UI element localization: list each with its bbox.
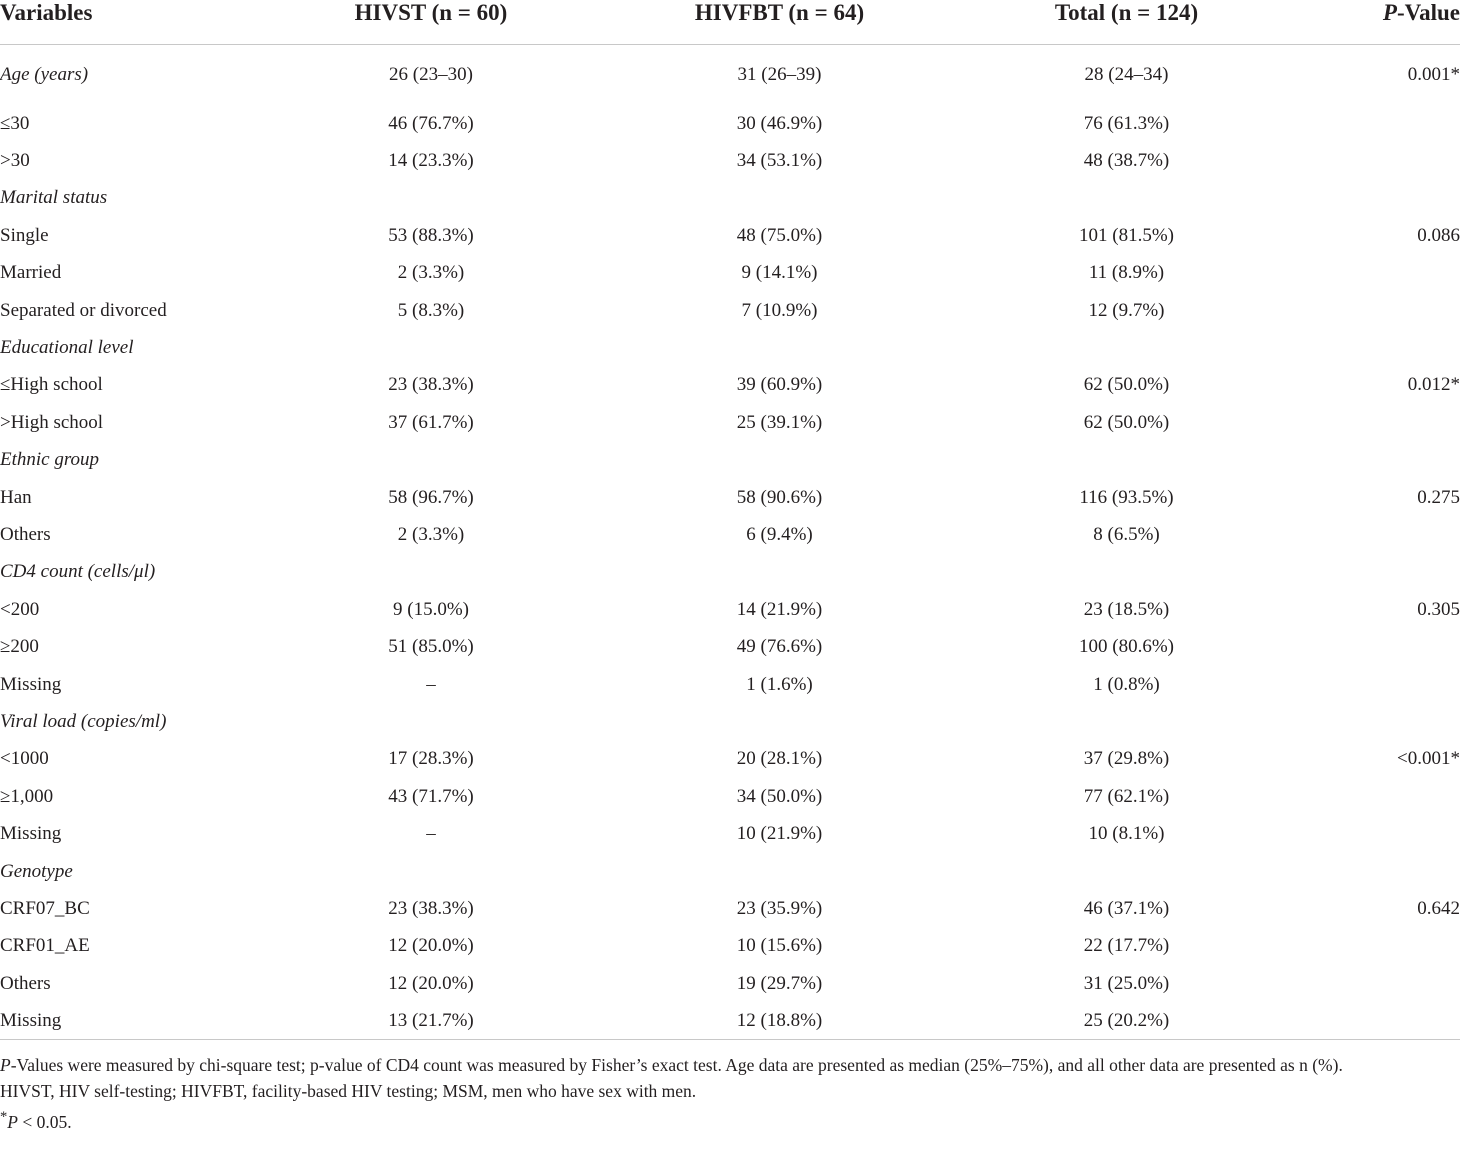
- cell-hivfbt: 23 (35.9%): [736, 897, 823, 919]
- cell-hivfbt: 30 (46.9%): [736, 112, 823, 134]
- table-row: [0, 105, 1460, 142]
- cell-hivst: 43 (71.7%): [388, 785, 474, 807]
- table-row: [0, 554, 1460, 591]
- table-row: [0, 778, 1460, 815]
- cell-hivst: 53 (88.3%): [388, 224, 474, 246]
- cell-pvalue: 0.001*: [1407, 64, 1460, 85]
- cell-hivst: [300, 703, 562, 740]
- cell-variable: ≥200: [0, 636, 39, 658]
- table-row: [0, 442, 1460, 479]
- header-hivst: HIVST (n = 60): [300, 0, 562, 45]
- cell-total: [997, 180, 1256, 217]
- cell-pvalue: [1256, 105, 1460, 142]
- table-row: [0, 329, 1460, 366]
- table-row: [0, 703, 1460, 740]
- table-header-row: [0, 0, 1460, 45]
- cell-variable: Married: [0, 262, 62, 284]
- cell-variable: Age (years): [0, 64, 89, 85]
- cell-hivfbt: [562, 853, 997, 890]
- cell-total: 22 (17.7%): [1083, 935, 1170, 957]
- table-row: [0, 591, 1460, 628]
- cell-variable: ≥1,000: [0, 785, 54, 807]
- cell-total: 10 (8.1%): [1088, 823, 1165, 845]
- table-row: [0, 404, 1460, 441]
- header-pvalue-rest: -Value: [1396, 0, 1460, 25]
- cell-pvalue: [1256, 965, 1460, 1002]
- cell-hivfbt: 7 (10.9%): [741, 299, 818, 321]
- cell-variable: CRF01_AE: [0, 935, 90, 957]
- cell-total: 12 (9.7%): [1088, 299, 1165, 321]
- cell-pvalue: [1256, 703, 1460, 740]
- cell-total: 1 (0.8%): [1093, 673, 1160, 695]
- footnote-significance: [0, 1104, 1460, 1135]
- cell-variable: Missing: [0, 823, 62, 845]
- cell-pvalue: [1256, 628, 1460, 665]
- header-pvalue: [1256, 0, 1460, 45]
- cell-variable: Educational level: [0, 337, 134, 359]
- cell-hivfbt: 58 (90.6%): [736, 486, 823, 508]
- cell-hivfbt: 20 (28.1%): [736, 748, 823, 770]
- cell-total: [997, 703, 1256, 740]
- cell-variable: ≤High school: [0, 374, 103, 396]
- cell-hivfbt: 9 (14.1%): [741, 262, 818, 284]
- cell-pvalue: 0.305: [1417, 598, 1460, 620]
- cell-total: 48 (38.7%): [1083, 150, 1170, 172]
- cell-variable: >High school: [0, 411, 104, 433]
- cell-pvalue: [1256, 516, 1460, 553]
- cell-variable: Separated or divorced: [0, 299, 167, 321]
- cell-total: 100 (80.6%): [1079, 636, 1174, 658]
- cell-pvalue: [1256, 329, 1460, 366]
- cell-pvalue: [1256, 1002, 1460, 1040]
- table-row: [0, 142, 1460, 179]
- cell-hivst: 12 (20.0%): [388, 972, 474, 994]
- cell-hivfbt: 31 (26–39): [737, 64, 822, 85]
- cell-hivst: –: [426, 823, 436, 845]
- cell-variable: >30: [0, 150, 30, 172]
- cell-total: [997, 329, 1256, 366]
- cell-hivst: 37 (61.7%): [388, 411, 474, 433]
- cell-variable: Han: [0, 486, 32, 508]
- cell-pvalue: 0.012*: [1407, 374, 1460, 396]
- cell-hivst: 23 (38.3%): [388, 374, 474, 396]
- cell-total: 31 (25.0%): [1083, 972, 1170, 994]
- cell-total: 23 (18.5%): [1083, 598, 1170, 620]
- table-row: [0, 180, 1460, 217]
- cell-total: 62 (50.0%): [1083, 411, 1170, 433]
- cell-variable: Missing: [0, 1002, 300, 1040]
- table-row: [0, 217, 1460, 254]
- cell-hivfbt: 19 (29.7%): [736, 972, 823, 994]
- cell-hivst: [300, 554, 562, 591]
- cell-hivfbt: 39 (60.9%): [736, 374, 823, 396]
- cell-hivfbt: [562, 442, 997, 479]
- header-pvalue-p: P: [1382, 0, 1397, 25]
- cell-hivst: 58 (96.7%): [388, 486, 474, 508]
- cell-pvalue: [1256, 815, 1460, 852]
- cell-hivst: 46 (76.7%): [388, 112, 474, 134]
- cell-variable: Missing: [0, 673, 62, 695]
- cell-hivst: [300, 180, 562, 217]
- header-total: Total (n = 124): [997, 0, 1256, 45]
- cell-hivst: 17 (28.3%): [388, 748, 474, 770]
- cell-hivst: 23 (38.3%): [388, 897, 474, 919]
- cell-total: 76 (61.3%): [1083, 112, 1170, 134]
- cell-total: 8 (6.5%): [1093, 523, 1160, 545]
- cell-variable: CD4 count (cells/μl): [0, 561, 156, 583]
- table-row: [0, 928, 1460, 965]
- cell-hivst: [300, 329, 562, 366]
- cell-hivfbt: 25 (39.1%): [736, 411, 823, 433]
- cell-hivfbt: [562, 329, 997, 366]
- cell-total: 116 (93.5%): [1079, 486, 1174, 508]
- cell-total: 25 (20.2%): [997, 1002, 1256, 1040]
- cell-total: 28 (24–34): [1084, 64, 1169, 85]
- table-row: [0, 292, 1460, 329]
- cell-pvalue: [1256, 666, 1460, 703]
- table-row: [0, 741, 1460, 778]
- cell-total: 11 (8.9%): [1088, 262, 1165, 284]
- cell-hivfbt: 10 (15.6%): [736, 935, 823, 957]
- cell-total: [997, 442, 1256, 479]
- cell-total: [997, 853, 1256, 890]
- cell-variable: <200: [0, 598, 40, 620]
- cell-total: 77 (62.1%): [1083, 785, 1170, 807]
- cell-hivfbt: 6 (9.4%): [746, 523, 813, 545]
- table-row: [0, 479, 1460, 516]
- table-row: [0, 628, 1460, 665]
- table-row: [0, 815, 1460, 852]
- cell-hivfbt: [562, 703, 997, 740]
- cell-pvalue: [1256, 292, 1460, 329]
- cell-pvalue: [1256, 404, 1460, 441]
- cell-pvalue: [1256, 554, 1460, 591]
- footnote-significance-p: P: [7, 1111, 18, 1132]
- cell-hivfbt: 10 (21.9%): [736, 823, 823, 845]
- cell-total: 62 (50.0%): [1083, 374, 1170, 396]
- cell-total: 37 (29.8%): [1083, 748, 1170, 770]
- cell-variable: ≤30: [0, 112, 30, 134]
- footnote-abbreviations: HIVST, HIV self-testing; HIVFBT, facility-based HIV testing; MSM, men who have sex with men.: [0, 1081, 697, 1101]
- cell-pvalue: [1256, 255, 1460, 292]
- cell-hivst: 9 (15.0%): [393, 598, 469, 620]
- cell-hivfbt: 12 (18.8%): [562, 1002, 997, 1040]
- cell-hivfbt: 14 (21.9%): [736, 598, 823, 620]
- table-row: [0, 666, 1460, 703]
- table-row: [0, 45, 1460, 106]
- cell-variable: <1000: [0, 748, 49, 770]
- table-footnotes: [0, 1052, 1460, 1135]
- cell-hivst: 12 (20.0%): [388, 935, 474, 957]
- cell-pvalue: 0.086: [1417, 224, 1460, 246]
- cell-variable: Others: [0, 972, 51, 994]
- table-row: [0, 516, 1460, 553]
- cell-pvalue: <0.001*: [1397, 748, 1460, 770]
- cell-variable: Marital status: [0, 187, 108, 209]
- cell-pvalue: [1256, 180, 1460, 217]
- cell-variable: Genotype: [0, 860, 73, 882]
- footnote-methods-p: P: [0, 1055, 11, 1075]
- cell-total: 46 (37.1%): [1083, 897, 1170, 919]
- cell-variable: Ethnic group: [0, 449, 100, 471]
- header-variables: Variables: [0, 0, 300, 45]
- table-row: [0, 1002, 1460, 1040]
- cell-hivst: 51 (85.0%): [388, 636, 474, 658]
- cell-hivst: 14 (23.3%): [388, 150, 474, 172]
- footnote-significance-text: < 0.05.: [18, 1111, 72, 1132]
- cell-hivst: [300, 442, 562, 479]
- cell-total: [997, 554, 1256, 591]
- footnote-methods-text: -Values were measured by chi-square test; p-value of CD4 count was measured by Fisher’s exact test. Age data are presented as median (25%–75%), and all other data are presented as n (%).: [10, 1055, 1343, 1075]
- cell-pvalue: 0.275: [1417, 486, 1460, 508]
- cell-hivfbt: [562, 554, 997, 591]
- cell-variable: Viral load (copies/ml): [0, 710, 167, 732]
- cell-variable: CRF07_BC: [0, 897, 90, 919]
- cell-hivfbt: 49 (76.6%): [736, 636, 823, 658]
- cell-hivfbt: [562, 180, 997, 217]
- cell-hivst: –: [426, 673, 436, 695]
- cell-pvalue: [1256, 442, 1460, 479]
- table-row: [0, 890, 1460, 927]
- cell-variable: Single: [0, 224, 49, 246]
- table-row: [0, 255, 1460, 292]
- cell-hivst: 5 (8.3%): [397, 299, 465, 321]
- cell-hivfbt: 48 (75.0%): [736, 224, 823, 246]
- cell-hivst: 2 (3.3%): [397, 262, 465, 284]
- footnote-star: *: [0, 1109, 8, 1125]
- table-row: [0, 367, 1460, 404]
- cell-hivfbt: 34 (53.1%): [736, 150, 823, 172]
- footnote-methods: [0, 1052, 1460, 1078]
- cell-hivfbt: 34 (50.0%): [736, 785, 823, 807]
- cell-pvalue: [1256, 928, 1460, 965]
- cell-pvalue: [1256, 142, 1460, 179]
- cell-pvalue: [1256, 853, 1460, 890]
- table-row: [0, 965, 1460, 1002]
- cell-hivst: 26 (23–30): [389, 64, 473, 85]
- header-hivfbt: HIVFBT (n = 64): [562, 0, 997, 45]
- cell-variable: Others: [0, 523, 51, 545]
- cell-hivst: [300, 853, 562, 890]
- cell-pvalue: [1256, 778, 1460, 815]
- cell-hivfbt: 1 (1.6%): [746, 673, 813, 695]
- cell-hivst: 13 (21.7%): [300, 1002, 562, 1040]
- table-body: [0, 45, 1460, 1040]
- cell-total: 101 (81.5%): [1079, 224, 1174, 246]
- cell-pvalue: 0.642: [1417, 897, 1460, 919]
- table-row: [0, 853, 1460, 890]
- cell-hivst: 2 (3.3%): [397, 523, 465, 545]
